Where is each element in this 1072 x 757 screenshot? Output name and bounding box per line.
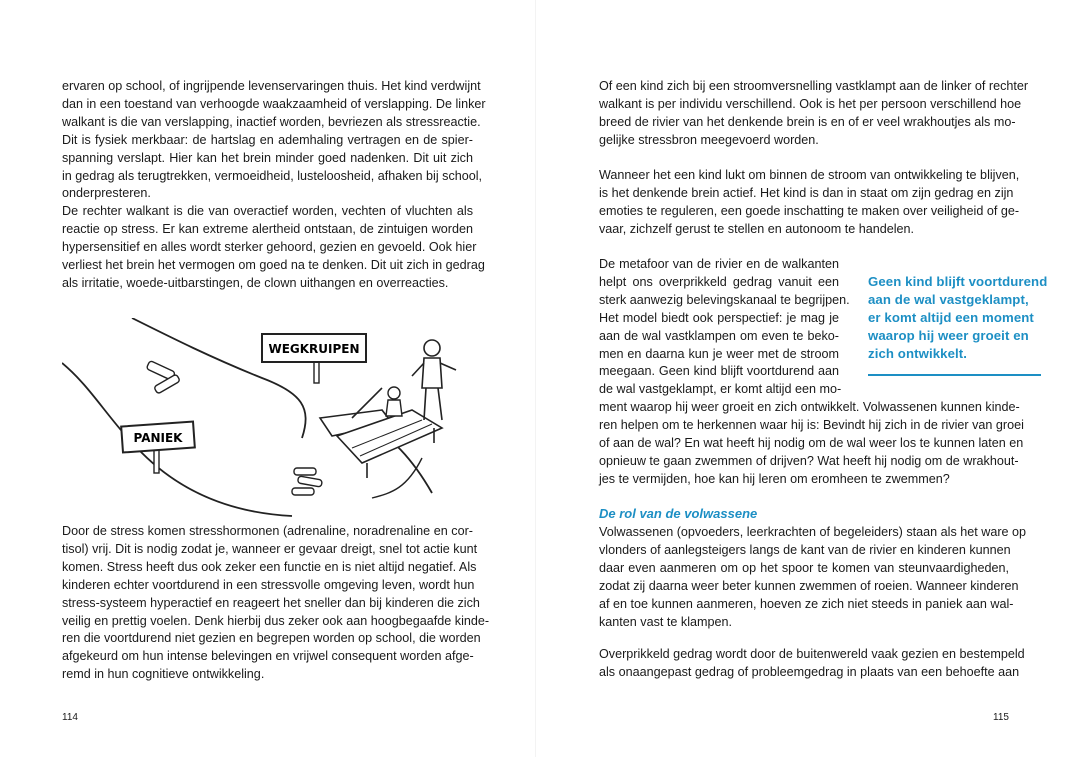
- text-line: Wanneer het een kind lukt om binnen de stroom van ontwikkeling te blijven,: [599, 168, 1020, 182]
- text-line: veilig en prettig voelen. Denk hierbij dus zeker ook aan hoogbegaafde kinde-: [62, 613, 490, 628]
- text-line: vaar, zichzelf gerust te stellen en autonoom te handelen.: [599, 221, 915, 236]
- pull-quote: [868, 273, 1048, 363]
- text-line: opnieuw te gaan zwemmen of drijven? Wat heeft hij nodig om de wrakhout-: [599, 453, 1019, 468]
- text-line: stress-systeem hyperactief en reageert het sneller dan bij kinderen die zich: [62, 595, 480, 610]
- text-line: Of een kind zich bij een stroomversnelling vastklampt aan de linker of rechter: [599, 79, 1029, 93]
- text-line: walkant is per individu verschillend. Ook is het per persoon verschillend hoe: [599, 96, 1022, 111]
- text-line: jes te vermijden, hoe kan hij leren om eromheen te zwemmen?: [599, 471, 950, 486]
- text-line: spanning verslapt. Hier kan het brein minder goed nadenken. Dit uit zich: [62, 150, 473, 165]
- pull-quote-line: er komt altijd een moment: [868, 310, 1034, 325]
- text-line: Door de stress komen stresshormonen (adrenaline, noradrenaline en cor-: [62, 524, 473, 538]
- right-paragraph-5: [599, 646, 1025, 682]
- river-illustration: [62, 318, 474, 518]
- text-line: dan in een toestand van verhoogde waakzaamheid of verslapping. De linker: [62, 96, 486, 111]
- text-line: ren die voortdurend niet gezien en begrepen worden op school, die worden: [62, 631, 481, 646]
- sign-wegkruipen: [262, 334, 366, 383]
- pull-quote-line: waarop hij weer groeit en: [868, 328, 1029, 343]
- text-line: kinderen echter voortdurend in een stressvolle omgeving leven, wordt hun: [62, 577, 475, 592]
- text-line: af en toe kunnen aanmeren, hoeven ze zich niet steeds in paniek aan wal-: [599, 596, 1014, 611]
- text-line: sterk aanwezig belevingskanaal te begrijpen.: [599, 292, 850, 307]
- text-line: aan de wal vastklampen om even te beko-: [599, 328, 839, 343]
- text-line: in gedrag als terugtrekken, vermoeidheid, lusteloosheid, afhaken bij school,: [62, 168, 483, 183]
- pull-quote-rule: [868, 374, 1041, 376]
- sign-paniek-text: PANIEK: [133, 431, 183, 445]
- text-line: onderpresteren.: [62, 186, 151, 201]
- text-line: tisol) vrij. Dit is nodig zodat je, wanneer er gevaar dreigt, snel tot actie kunt: [62, 541, 478, 556]
- text-line: als onaangepast gedrag of probleemgedrag in plaats van een behoefte aan: [599, 664, 1020, 679]
- text-line: remd in hun cognitieve ontwikkeling.: [62, 667, 265, 682]
- text-line: gelijke stressbron meegevoerd worden.: [599, 132, 819, 147]
- text-line: zodat zij daarna weer beter kunnen zwemmen of roeien. Wanneer kinderen: [599, 578, 1019, 593]
- pull-quote-line: zich ontwikkelt.: [868, 346, 968, 361]
- text-line: ren helpen om te herkennen waar hij is: Bevindt hij zich in de rivier van groei: [599, 417, 1024, 432]
- text-line: de wal vastgeklampt, er komt altijd een mo-: [599, 382, 842, 397]
- right-paragraph-3-narrow: [599, 256, 850, 399]
- page-number-left: 114: [62, 712, 78, 723]
- text-line: als irritatie, woede-uitbarstingen, de clown uithangen en overreacties.: [62, 275, 449, 290]
- text-line: Het model biedt ook perspectief: je mag je: [599, 310, 839, 325]
- text-line: hypersensitief en alles wordt sterker gehoord, gezien en gevoeld. Ook hier: [62, 239, 477, 254]
- text-line: Dit is fysiek merkbaar: de hartslag en ademhaling vertragen en de spier-: [62, 132, 473, 147]
- section-heading: De rol van de volwassene: [599, 506, 758, 521]
- text-line: De metafoor van de rivier en de walkanten: [599, 257, 839, 271]
- text-line: Volwassenen (opvoeders, leerkrachten of begeleiders) staan als het ware op: [599, 525, 1027, 539]
- text-line: emoties te reguleren, een goede inschatting te maken over veiligheid of ge-: [599, 203, 1020, 218]
- left-paragraph-1: [62, 78, 486, 203]
- text-line: komen. Stress heeft dus ook zeker een functie en is niet altijd negatief. Als: [62, 559, 477, 574]
- left-paragraph-2: [62, 203, 485, 293]
- pull-quote-line: Geen kind blijft voortdurend: [868, 274, 1048, 289]
- text-line: reactie op stress. Er kan extreme alertheid ontstaan, de zintuigen worden: [62, 221, 473, 236]
- text-line: afgekeurd om hun intense belevingen en vrijwel consequent worden afge-: [62, 649, 474, 664]
- left-paragraph-3: [62, 523, 490, 684]
- text-line: ment waarop hij weer groeit en zich ontwikkelt. Volwassenen kunnen kinde-: [599, 400, 1020, 414]
- child-figure: [386, 387, 402, 416]
- text-line: breed de rivier van het denkende brein is en of er veel wrakhoutjes als mo-: [599, 114, 1016, 129]
- text-line: kanten vast te klampen.: [599, 614, 733, 629]
- right-paragraph-1: [599, 78, 1029, 150]
- text-line: De rechter walkant is die van overactief worden, vechten of vluchten als: [62, 204, 473, 218]
- text-line: men en daarna kun je weer met de stroom: [599, 346, 839, 361]
- text-line: vlonders of aanlegsteigers langs de kant van de rivier en kinderen kunnen: [599, 542, 1011, 557]
- text-line: ervaren op school, of ingrijpende levenservaringen thuis. Het kind verdwijnt: [62, 79, 481, 93]
- right-paragraph-2: [599, 167, 1020, 239]
- dock-with-boat: [320, 388, 442, 478]
- text-line: of aan de wal? En wat heeft hij nodig om de wal weer los te kunnen laten en: [599, 435, 1024, 450]
- text-line: is het denkende brein actief. Het kind is dan in staat om zijn gedrag en zijn: [599, 185, 1014, 200]
- text-line: verliest het brein het vermogen om goed na te denken. Dit uit zich in gedrag: [62, 257, 485, 272]
- right-paragraph-4: [599, 524, 1027, 631]
- text-line: meegaan. Geen kind blijft voortdurend aan: [599, 364, 839, 379]
- pull-quote-line: aan de wal vastgeklampt,: [868, 292, 1029, 307]
- adult-figure: [412, 340, 456, 420]
- text-line: walkant is die van verslapping, inactief worden, bevriezen als stressreactie.: [62, 114, 481, 129]
- page-number-right: 115: [993, 712, 1009, 723]
- right-paragraph-3-wide: [599, 399, 1024, 489]
- sign-paniek: [121, 422, 195, 473]
- text-line: daar even aanmeren om op het spoor te komen van steunvaardigheden,: [599, 560, 1009, 575]
- sign-wegkruipen-text: WEGKRUIPEN: [268, 342, 360, 356]
- text-line: helpt ons overprikkeld gedrag vanuit een: [599, 274, 839, 289]
- text-line: Overprikkeld gedrag wordt door de buitenwereld vaak gezien en bestempeld: [599, 647, 1025, 661]
